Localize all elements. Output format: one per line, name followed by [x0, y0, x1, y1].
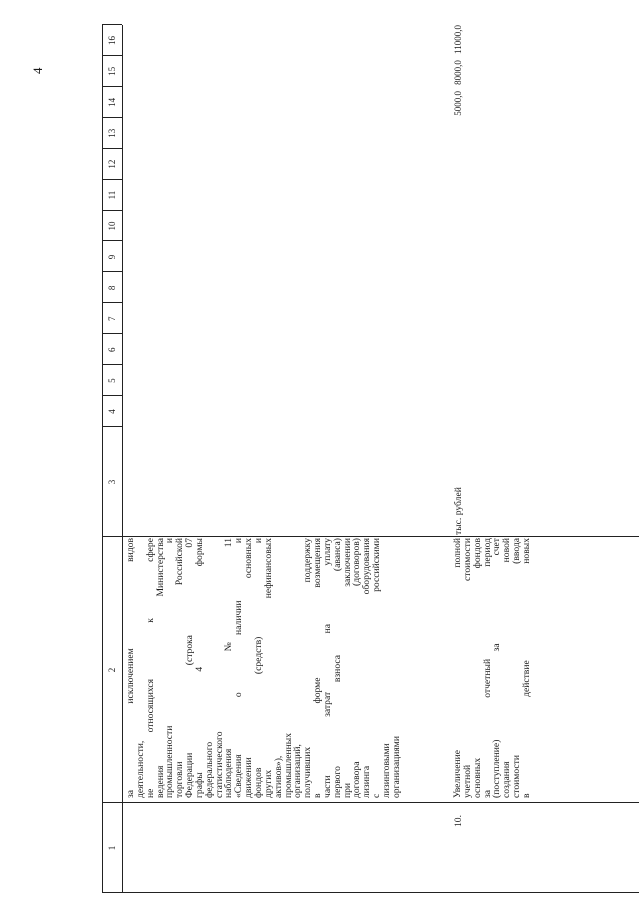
desc-line: ведения Министерства — [154, 538, 166, 798]
col-header-3: 3 — [107, 479, 117, 485]
page-number: 4 — [30, 67, 45, 74]
row10-value-col15: 8000,0 — [453, 60, 463, 85]
desc-line: промышленности и — [164, 538, 176, 798]
desc-line: движении основных — [243, 538, 255, 798]
desc-line: лизинговыми — [380, 743, 392, 798]
desc-line: лизинга оборудования — [361, 538, 373, 798]
desc-line: торговли Российской — [174, 538, 186, 798]
col-header-2: 2 — [107, 667, 117, 673]
desc-line: активов»), — [272, 755, 284, 798]
col-header-4: 4 — [107, 409, 117, 414]
desc-line: организаций, — [292, 744, 304, 798]
col-header-14: 14 — [107, 97, 117, 107]
col-header-10: 10 — [107, 221, 117, 231]
col-header-5: 5 — [107, 378, 117, 383]
desc-line: Увеличение полной — [452, 538, 463, 798]
desc-line: за отчетный период — [481, 538, 493, 798]
desc-line: в действие новых — [520, 538, 532, 798]
desc-line: основных фондов — [471, 538, 483, 798]
col-header-11: 11 — [107, 190, 117, 200]
desc-line: не относящихся к сфере — [144, 538, 156, 798]
desc-line: статистического — [213, 731, 225, 798]
col-divider-2 — [102, 536, 639, 537]
desc-line: получивших поддержку — [302, 538, 314, 798]
desc-line: с российскими — [371, 538, 383, 798]
desc-line: стоимости (ввода — [511, 538, 523, 798]
row10-value-col16: 11000,0 — [453, 25, 463, 54]
row10-unit: тыс. рублей — [453, 487, 464, 535]
row10-value-col14: 5000,0 — [453, 91, 463, 116]
row9-description — [126, 538, 402, 798]
col-header-1: 1 — [107, 845, 117, 851]
desc-line: деятельности, — [134, 740, 146, 798]
desc-line: учетной стоимости — [461, 538, 473, 798]
desc-line: графы 4 формы — [193, 538, 205, 798]
col-header-16: 16 — [107, 35, 117, 45]
col-header-12: 12 — [107, 159, 117, 169]
col-header-7: 7 — [107, 316, 117, 322]
desc-line: федерального — [203, 741, 215, 798]
row10-number: 10. — [453, 815, 464, 827]
row10-description — [453, 538, 532, 798]
header-bottom-rule — [122, 25, 123, 893]
table-left-edge — [102, 892, 639, 893]
col-header-13: 13 — [107, 128, 117, 138]
desc-line: договора (договоров) — [351, 538, 363, 798]
desc-line: в форме возмещения — [312, 538, 324, 798]
desc-line: создания новой — [501, 538, 513, 798]
desc-line: «Сведения о наличии и — [233, 538, 245, 798]
desc-line: части затрат на уплату — [321, 538, 333, 798]
desc-line: организациями — [390, 736, 402, 798]
col-header-6: 6 — [107, 347, 117, 352]
desc-line: промышленных — [282, 732, 294, 798]
desc-line: фондов (средств) и — [252, 538, 264, 798]
col-header-15: 15 — [107, 66, 117, 76]
col-header-8: 8 — [107, 285, 117, 291]
desc-line: за исключением видов — [125, 538, 136, 798]
desc-line: Федерации (строка 07 — [184, 538, 196, 798]
desc-line: других нефинансовых — [262, 538, 274, 798]
col-divider-1 — [102, 802, 639, 803]
desc-line: при заключении — [341, 538, 353, 798]
col-header-9: 9 — [107, 254, 117, 260]
desc-line: наблюдения №11 — [223, 538, 235, 798]
desc-line: первого взноса (аванса) — [331, 538, 343, 798]
desc-line: (поступление) за счет — [491, 538, 503, 798]
